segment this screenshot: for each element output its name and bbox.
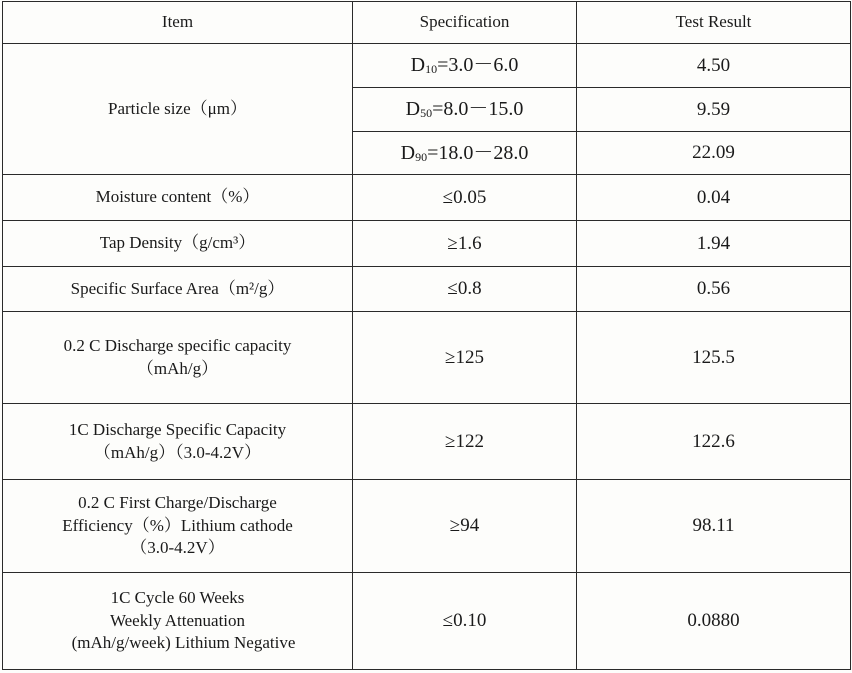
item-cycle-weekly-attenuation xyxy=(3,573,353,670)
spec-d10: D10=3.0－6.0 xyxy=(353,44,577,88)
spec-discharge-capacity-0-2c: ≥125 xyxy=(353,312,577,404)
table-row xyxy=(3,480,851,573)
item-line: 1C Discharge Specific Capacity xyxy=(68,419,287,439)
item-line: （mAh/g） xyxy=(136,358,219,378)
item-tap-density: Tap Density（g/cm³） xyxy=(3,221,353,267)
table-row xyxy=(3,44,851,88)
result-cycle-weekly-attenuation: 0.0880 xyxy=(577,573,851,670)
table-row xyxy=(3,267,851,312)
spec-tap-density: ≥1.6 xyxy=(353,221,577,267)
item-moisture-content: Moisture content（%） xyxy=(3,175,353,221)
item-line: 0.2 C First Charge/Discharge xyxy=(78,492,277,512)
result-d50: 9.59 xyxy=(577,88,851,132)
result-tap-density: 1.94 xyxy=(577,221,851,267)
result-first-charge-discharge-efficiency: 98.11 xyxy=(577,480,851,573)
result-d10: 4.50 xyxy=(577,44,851,88)
result-specific-surface-area: 0.56 xyxy=(577,267,851,312)
item-line: Weekly Attenuation xyxy=(109,610,246,630)
spec-first-charge-discharge-efficiency: ≥94 xyxy=(353,480,577,573)
table-row xyxy=(3,312,851,404)
item-line: 0.2 C Discharge specific capacity xyxy=(63,335,292,355)
item-line: 1C Cycle 60 Weeks xyxy=(110,587,245,607)
particle-size-label: Particle size（μm） xyxy=(3,44,353,175)
item-line: （3.0-4.2V） xyxy=(130,538,225,558)
table-row xyxy=(3,175,851,221)
item-discharge-capacity-0-2c xyxy=(3,312,353,404)
header-item: Item xyxy=(3,2,353,44)
item-line: (mAh/g/week) Lithium Negative xyxy=(71,633,296,653)
spec-moisture-content: ≤0.05 xyxy=(353,175,577,221)
result-discharge-capacity-1c: 122.6 xyxy=(577,404,851,480)
item-line: Efficiency（%）Lithium cathode xyxy=(62,515,293,535)
table-row xyxy=(3,404,851,480)
spec-d50: D50=8.0－15.0 xyxy=(353,88,577,132)
header-row xyxy=(3,2,851,44)
spec-specific-surface-area: ≤0.8 xyxy=(353,267,577,312)
result-d90: 22.09 xyxy=(577,132,851,175)
table-row xyxy=(3,221,851,267)
table-row xyxy=(3,573,851,670)
result-discharge-capacity-0-2c: 125.5 xyxy=(577,312,851,404)
item-first-charge-discharge-efficiency xyxy=(3,480,353,573)
specification-table xyxy=(2,1,851,670)
item-discharge-capacity-1c xyxy=(3,404,353,480)
spec-cycle-weekly-attenuation: ≤0.10 xyxy=(353,573,577,670)
spec-discharge-capacity-1c: ≥122 xyxy=(353,404,577,480)
item-specific-surface-area: Specific Surface Area（m²/g） xyxy=(3,267,353,312)
header-test-result: Test Result xyxy=(577,2,851,44)
item-line: （mAh/g）（3.0-4.2V） xyxy=(93,442,262,462)
header-specification: Specification xyxy=(353,2,577,44)
spec-d90: D90=18.0－28.0 xyxy=(353,132,577,175)
result-moisture-content: 0.04 xyxy=(577,175,851,221)
